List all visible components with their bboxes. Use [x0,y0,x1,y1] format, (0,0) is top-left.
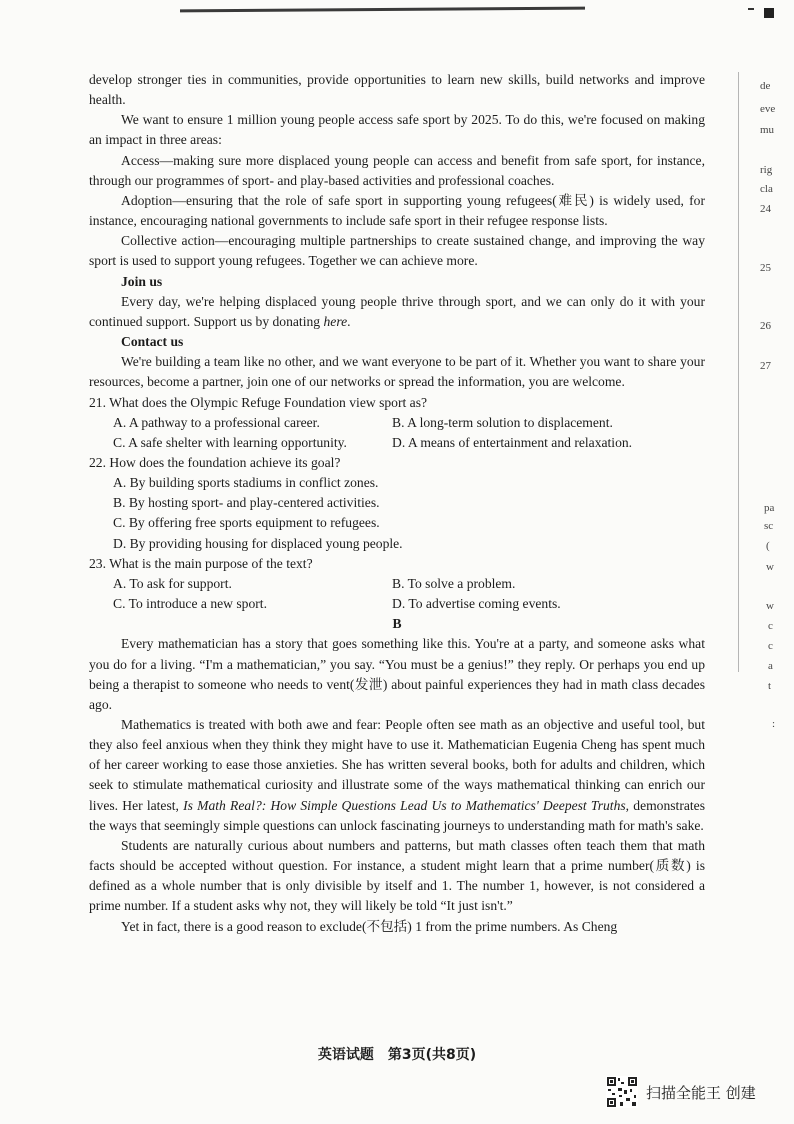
p2-text-a: Mathematics is treated with both awe and fear: People often see math as an objective and useful tool, but they also feel anxious when they think they might have to use it. Mathematician Eugenia Cheng has spent much of her career working to ease those anxieties. She has written several books, both for adults and children, which seek to stimulate mathematical curiosity and illustrate some of the ways mathematical thinking can enrich our lives. Her latest, [89,717,705,813]
question-23-stem: 23. What is the main purpose of the text? [89,555,313,571]
q21-option-d: D. A means of entertainment and relaxation. [392,434,633,450]
margin-fragment: de [760,80,771,92]
page-content [89,70,705,937]
contact-heading: Contact us [121,334,184,350]
passage-b-p4: Yet in fact, there is a good reason to exclude(不包括) 1 from the prime numbers. As Cheng [121,918,618,934]
margin-fragment: a [768,660,773,672]
margin-fragment: t [768,680,772,692]
margin-fragment: c [768,640,773,652]
margin-fragment: mu [760,124,775,136]
qr-code-icon [606,1076,638,1108]
book-title: Is Math Real?: How Simple Questions Lead Us to Mathematics' Deepest Truths [183,797,626,813]
q22-option-d: D. By providing housing for displaced young people. [113,535,403,551]
scan-mark [748,8,754,10]
passage-a-p1: develop stronger ties in communities, provide opportunities to learn new skills, build networks and improve health. [89,72,705,108]
p2-text-b: , demonstrates the ways that seemingly simple questions can unlock fascinating journeys to understanding math for math's sake. [89,797,705,833]
margin-fragment: w [766,561,774,573]
margin-fragment: w [766,600,774,612]
passage-b-p1: Every mathematician has a story that goes something like this. You're at a party, and someone asks what you do for a living. “I'm a mathematician,” you say. “You must be a genius!” they reply. Or perhaps you end up being a therapist to someone who needs to vent(发泄) about painful experiences they had in math class decades ago. [89,636,705,712]
question-23-options-row2 [89,594,705,614]
q23-option-c: C. To introduce a new sport. [113,596,267,612]
passage-a-p4: Adoption—ensuring that the role of safe sport in supporting young refugees(难民) is widely used, for instance, encouraging national governments to include safe sport in their refugee response lists. [89,192,705,229]
margin-fragment: 26 [760,320,771,332]
q21-option-c: C. A safe shelter with learning opportunity. [113,434,347,450]
scanner-watermark [606,1076,756,1108]
join-heading: Join us [121,273,163,289]
margin-fragment: 25 [760,262,771,274]
p6-text: Every day, we're helping displaced young people thrive through sport, and we can only do it with your continued support. Support us by donating [89,293,705,329]
q22-option-c: C. By offering free sports equipment to refugees. [113,515,380,531]
section-b-label: B [392,616,402,632]
scan-top-line [180,7,585,13]
passage-b-p3: Students are naturally curious about numbers and patterns, but math classes often teach them that math facts should be accepted without question. For instance, a student might learn that a prime number(质数) is defined as a whole number that is only divisible by itself and 1. The number 1, however, is not considered a prime number. If a student asks why not, they will likely be told “It just isn't.” [89,837,705,914]
margin-fragment: c [768,620,773,632]
passage-a-p3: Access—making sure more displaced young people can access and benefit from safe sport, for instance, through our programmes of sport- and play-based activities and professional coaches. [89,152,705,188]
q21-option-a: A. A pathway to a professional career. [113,414,320,430]
corner-mark [764,8,774,18]
passage-a-p2: We want to ensure 1 million young people access safe sport by 2025. To do this, we're focused on making an impact in three areas: [89,112,705,148]
q23-option-d: D. To advertise coming events. [392,596,561,612]
passage-a-p7: We're building a team like no other, and we want everyone to be part of it. Whether you want to share your resources, become a partner, join one of our networks or spread the information, you are welcome. [89,354,705,390]
passage-a-p5: Collective action—encouraging multiple partnerships to create sustained change, and improving the way sport is used to support young refugees. Together we can achieve more. [89,233,705,269]
passage-a-p6 [89,292,705,332]
page-footer: 英语试题 第3页(共8页) [317,1047,477,1063]
margin-fragment: 27 [760,360,771,372]
margin-fragment: eve [760,103,776,115]
donate-link: here [323,313,348,329]
margin-fragment: rig [760,164,773,176]
question-22-stem: 22. How does the foundation achieve its goal? [89,454,341,470]
question-21-stem: 21. What does the Olympic Refuge Foundation view sport as? [89,394,428,410]
question-21-options-row1 [89,413,705,433]
q22-option-a: A. By building sports stadiums in conflict zones. [113,475,379,491]
watermark-text: 扫描全能王 创建 [646,1083,756,1102]
margin-fragment: ( [766,540,770,552]
q23-option-a: A. To ask for support. [113,575,232,591]
margin-fragment: sc [764,520,774,532]
passage-b-p2 [89,715,705,836]
question-23-options-row1 [89,574,705,594]
margin-fragment: pa [764,502,775,514]
margin-fragment: : [772,718,776,730]
column-divider [738,72,739,672]
p6-end: . [347,313,351,329]
question-21-options-row2 [89,433,705,453]
margin-fragment: 24 [760,203,771,215]
q23-option-b: B. To solve a problem. [392,575,516,591]
q22-option-b: B. By hosting sport- and play-centered activities. [113,495,380,511]
margin-fragment: cla [760,183,773,195]
q21-option-b: B. A long-term solution to displacement. [392,414,613,430]
